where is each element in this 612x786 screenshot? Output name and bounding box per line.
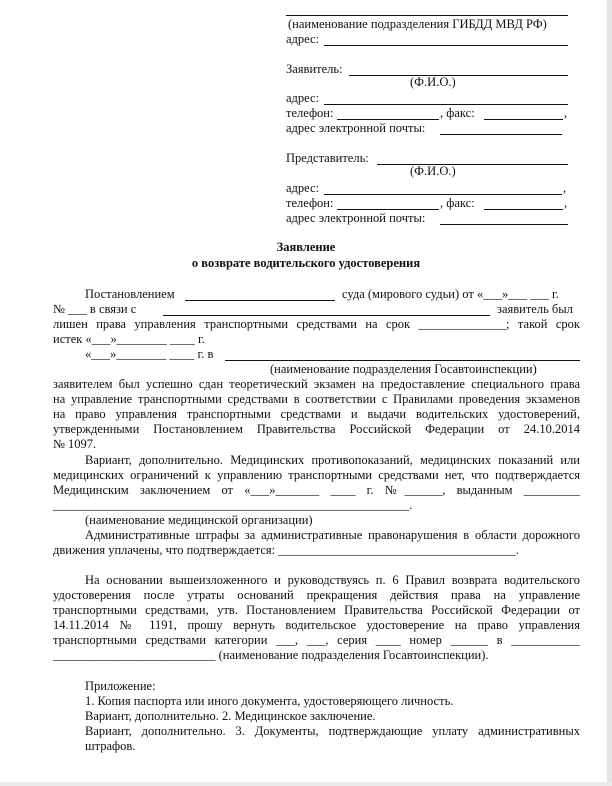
attachments-title: Приложение: (85, 679, 156, 693)
representative-fill-line (377, 151, 568, 165)
p5-line4: 14.11.2014 № 1191, прошу вернуть водительское удостоверение на право управления (53, 618, 580, 632)
representative-fax-comma: , (564, 196, 568, 210)
representative-label: Представитель: (286, 151, 369, 165)
applicant-fill-line (349, 62, 568, 76)
p3-line1: Вариант, дополнительно. Медицинских противопоказаний, медицинских показаний или (85, 453, 580, 467)
p2-line5: утвержденными Постановлением Правительства Российской Федерации от 24.10.2014 (53, 422, 580, 436)
attachment-item-1: 1. Копия паспорта или иного документа, удостоверяющего личность. (85, 694, 454, 708)
representative-address-label: адрес: (286, 181, 320, 195)
p3-line2: медицинских ограничений к управлению транспортными средствами нет, что подтверждается (53, 468, 580, 482)
applicant-fax-label: , факс: (440, 106, 475, 120)
subdivision-caption: (наименование подразделения ГИБДД МВД РФ) (288, 17, 547, 31)
document-subtitle: о возврате водительского удостоверения (191, 256, 421, 270)
applicant-phone-fill-line (337, 106, 439, 120)
applicant-address-label: адрес: (286, 91, 320, 105)
applicant-label: Заявитель: (286, 62, 343, 76)
p2-line2: заявителем был успешно сдан теоретический экзамен на предоставление специального права (53, 377, 580, 391)
applicant-fax-comma: , (564, 106, 568, 120)
applicant-email-fill-line (440, 121, 562, 135)
p1-line4: истек «___»________ ____ г. (53, 332, 205, 346)
representative-address-fill-line (324, 181, 562, 195)
applicant-fio-caption: (Ф.И.О.) (410, 75, 456, 89)
p1-line2-end: заявитель был (497, 302, 573, 316)
p1-line3: лишен права управления транспортными средствами на срок ______________; такой срок (53, 317, 580, 331)
p5-line1: На основании вышеизложенного и руководствуясь п. 6 Правил возврата водительского (85, 573, 580, 587)
p3-line3: Медицинским заключением от «___»_______ ____ г. №______, выданным _________ (53, 483, 580, 497)
attachment-item-3: Вариант, дополнительно. 3. Документы, подтверждающие уплату административных (85, 724, 580, 738)
p2-line6: № 1097. (53, 437, 97, 451)
p2-line1-start: «___»________ ____ г. в (85, 347, 214, 361)
p5-line3: транспортными средствами, утв. Постановлением Правительства Российской Федерации от (53, 603, 580, 617)
page-edge-right (607, 0, 612, 786)
applicant-phone-label: телефон: (286, 106, 334, 120)
p1-court-fill-line (185, 287, 335, 301)
p5-line5: транспортными средствами категории ___, ___, серия ____ номер ______ в ___________ (53, 633, 580, 647)
subdivision-fill-line (286, 2, 568, 16)
representative-email-fill-line (440, 211, 568, 225)
p2-line3: на управление транспортными средствами в соответствии с Правилами проведения экзаменов (53, 392, 580, 406)
p1-reason-fill-line (163, 302, 490, 316)
p4-line1: Административные штрафы за административные правонарушения в области дорожного (85, 528, 580, 542)
attachment-item-2: Вариант, дополнительно. 2. Медицинское заключение. (85, 709, 376, 723)
p4-line2: движения уплачены, что подтверждается: ______________________________________. (53, 543, 519, 557)
document-title: Заявление (276, 240, 336, 254)
p5-line2: удостоверения после утраты оснований прекращения действия права на управление (53, 588, 580, 602)
p1-line1-start: Постановлением (85, 287, 175, 301)
p2-subdivision-caption: (наименование подразделения Госавтоинспекции) (270, 362, 537, 376)
representative-fio-caption: (Ф.И.О.) (410, 164, 456, 178)
p3-medical-caption: (наименование медицинской организации) (85, 513, 313, 527)
page-edge-bottom (0, 782, 612, 786)
p2-line4: на право управления транспортными средствами и выдачи водительских удостоверений, (53, 407, 580, 421)
representative-fax-label: , факс: (440, 196, 475, 210)
attachment-item-3-cont: штрафов. (85, 739, 136, 753)
applicant-fax-fill-line (484, 106, 563, 120)
applicant-email-label: адрес электронной почты: (286, 121, 426, 135)
p5-line6: __________________________ (наименование подразделения Госавтоинспекции). (53, 648, 489, 662)
applicant-address-fill-line (324, 91, 568, 105)
p3-line4: _________________________________________________________. (53, 498, 413, 512)
p1-line1-end: суда (мирового судьи) от «___»___ ___ г. (342, 287, 559, 301)
representative-address-comma: , (563, 181, 567, 195)
representative-phone-label: телефон: (286, 196, 334, 210)
representative-email-label: адрес электронной почты: (286, 211, 426, 225)
representative-fax-fill-line (484, 196, 563, 210)
address-fill-line (324, 32, 568, 46)
representative-phone-fill-line (337, 196, 439, 210)
address-label: адрес: (286, 32, 320, 46)
p2-subdivision-fill-line (225, 347, 580, 361)
p1-line2-start: № ___ в связи с (53, 302, 137, 316)
